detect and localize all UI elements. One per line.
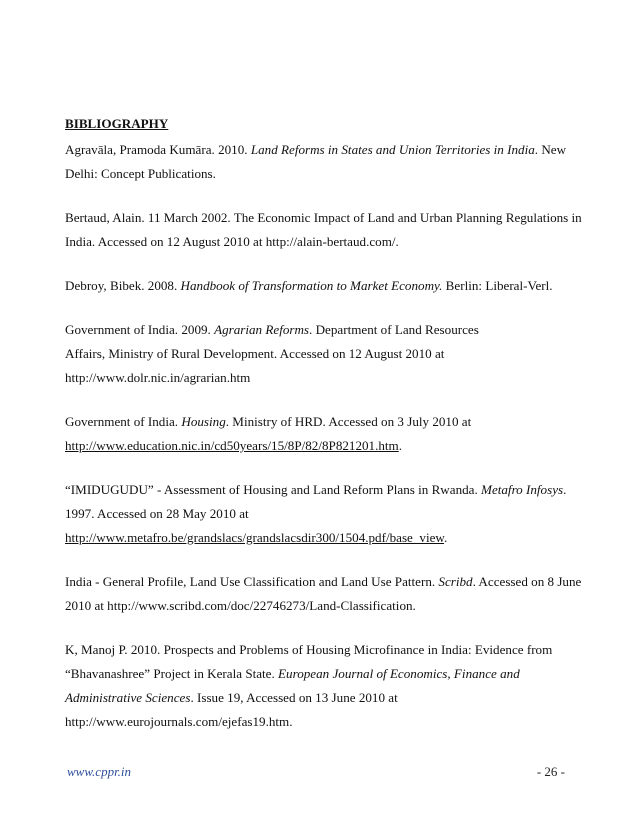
entry-line xyxy=(65,274,575,298)
entry-link-text: http://www.education.nic.in/cd50years/15/8P/82/8P821201.htm xyxy=(65,438,399,453)
entry-text: Metafro Infosys xyxy=(481,482,564,497)
entry-text: http://www.dolr.nic.in/agrarian.htm xyxy=(65,370,251,385)
entry-text: 1997. Accessed on 28 May 2010 at xyxy=(65,506,249,521)
bibliography-entry xyxy=(65,570,582,618)
entry-line xyxy=(65,638,575,662)
entry-link-text: http://www.metafro.be/grandslacs/grandslacsdir300/1504.pdf/base_view xyxy=(65,530,445,545)
entry-line xyxy=(65,710,575,734)
entry-line xyxy=(65,162,575,186)
bibliography-entry xyxy=(65,478,575,550)
bibliography-entry xyxy=(65,410,575,458)
entry-line xyxy=(65,686,575,710)
bibliography-entry xyxy=(65,638,575,734)
entry-line xyxy=(65,570,582,594)
entry-text: http://www.eurojournals.com/ejefas19.htm. xyxy=(65,714,293,729)
entry-text: Agrarian Reforms xyxy=(214,322,310,337)
entry-text: Government of India. xyxy=(65,414,182,429)
entry-line xyxy=(65,230,575,254)
entry-text: . Accessed on 8 June xyxy=(472,574,582,589)
entry-line xyxy=(65,138,575,162)
entry-text: Administrative Sciences xyxy=(65,690,191,705)
entry-line xyxy=(65,502,575,526)
footer-website: www.cppr.in xyxy=(67,764,132,779)
entry-line xyxy=(65,526,575,550)
entry-text: European Journal of Economics, Finance and xyxy=(278,666,520,681)
bibliography-entry xyxy=(65,274,575,298)
entry-text: Handbook of Transformation to Market Economy. xyxy=(180,278,443,293)
entry-text: . xyxy=(444,530,448,545)
entry-text: Government of India. 2009. xyxy=(65,322,215,337)
entry-line xyxy=(65,594,575,618)
entry-line xyxy=(65,206,582,230)
bibliography-heading: BIBLIOGRAPHY xyxy=(65,116,169,131)
entry-text: Affairs, Ministry of Rural Development. Accessed on 12 August 2010 at xyxy=(65,346,445,361)
entry-text: Berlin: Liberal-Verl. xyxy=(442,278,553,293)
entry-text: . xyxy=(563,482,567,497)
entry-text: Agravāla, Pramoda Kumāra. 2010. xyxy=(65,142,251,157)
entry-text: Bertaud, Alain. 11 March 2002. The Economic Impact of Land and Urban Planning Regulations in xyxy=(65,210,582,225)
entry-line xyxy=(65,434,575,458)
entry-line xyxy=(65,662,575,686)
bibliography-list xyxy=(65,138,582,734)
bibliography-entry xyxy=(65,206,582,254)
entry-text: Scribd xyxy=(438,574,473,589)
bibliography-entry xyxy=(65,318,575,390)
entry-text: “Bhavanashree” Project in Kerala State. xyxy=(65,666,279,681)
entry-line xyxy=(65,342,575,366)
entry-text: Delhi: Concept Publications. xyxy=(65,166,216,181)
entry-text: K, Manoj P. 2010. Prospects and Problems of Housing Microfinance in India: Evidence from xyxy=(65,642,553,657)
bibliography-section xyxy=(65,114,582,754)
entry-text: . Department of Land Resources xyxy=(309,322,479,337)
entry-text: . xyxy=(398,438,403,453)
entry-line xyxy=(65,478,575,502)
entry-line xyxy=(65,318,575,342)
footer-page-number: - 26 - xyxy=(536,764,565,779)
entry-text: . New xyxy=(534,142,567,157)
entry-text: “IMIDUGUDU” - Assessment of Housing and Land Reform Plans in Rwanda. xyxy=(65,482,482,497)
entry-text: . Issue 19, Accessed on 13 June 2010 at xyxy=(190,690,398,705)
entry-text: Land Reforms in States and Union Territories in India xyxy=(250,142,535,157)
entry-text: India - General Profile, Land Use Classification and Land Use Pattern. xyxy=(65,574,439,589)
entry-text: Housing xyxy=(181,414,226,429)
bibliography-entry xyxy=(65,138,575,186)
entry-text: 2010 at http://www.scribd.com/doc/22746273/Land-Classification. xyxy=(65,598,416,613)
entry-text: Debroy, Bibek. 2008. xyxy=(65,278,181,293)
entry-text: India. Accessed on 12 August 2010 at http://alain-bertaud.com/. xyxy=(65,234,399,249)
entry-line xyxy=(65,410,575,434)
entry-text: . Ministry of HRD. Accessed on 3 July 2010 at xyxy=(225,414,472,429)
entry-line xyxy=(65,366,575,390)
